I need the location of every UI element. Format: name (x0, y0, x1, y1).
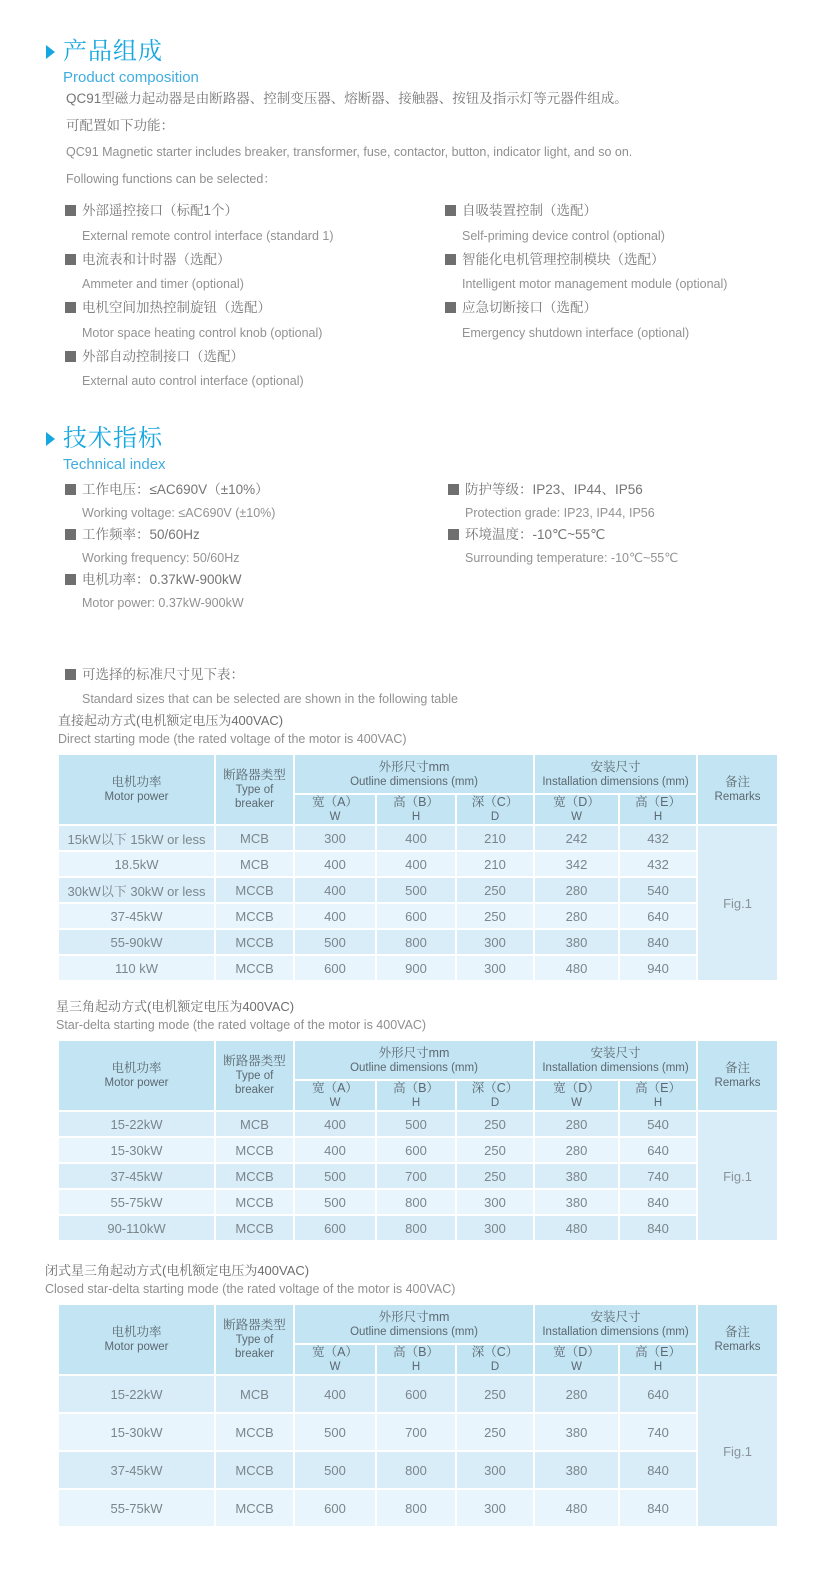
section-arrow-icon (46, 45, 55, 59)
value-cell: MCCB (215, 1215, 294, 1241)
value-cell: 300 (456, 1189, 534, 1215)
section-product-composition-heading (46, 38, 199, 90)
square-bullet-icon (65, 205, 76, 216)
caption-en: Star-delta starting mode (the rated voltage of the motor is 400VAC) (56, 1018, 427, 1032)
tech-zh: 工作频率：50/60Hz (82, 527, 200, 542)
header-width-a: 宽（A） W (294, 1344, 376, 1375)
direct-starting-caption (58, 711, 407, 749)
table-row (58, 851, 778, 877)
header-height-e: 高（E） H (619, 794, 697, 825)
value-cell: 740 (619, 1413, 697, 1451)
header-width-d: 宽（D） W (534, 794, 619, 825)
tech-zh: 工作电压：≤AC690V（±10%） (82, 482, 269, 497)
value-cell: 640 (619, 1375, 697, 1413)
section-title-en: Product composition (63, 69, 199, 86)
feature-en: Self-priming device control (optional) (462, 228, 665, 243)
header-remarks: 备注 Remarks (697, 754, 778, 825)
square-bullet-icon (445, 254, 456, 265)
value-cell: 500 (376, 877, 456, 903)
feature-en: Ammeter and timer (optional) (82, 277, 244, 291)
tech-en: Working voltage: ≤AC690V (±10%) (82, 505, 276, 520)
table-row (58, 1111, 778, 1137)
value-cell: 500 (294, 1451, 376, 1489)
value-cell: 280 (534, 903, 619, 929)
motor-power-cell: 15-22kW (58, 1375, 215, 1413)
table-row (58, 903, 778, 929)
section-title-zh: 技术指标 (63, 425, 163, 452)
value-cell: 800 (376, 1189, 456, 1215)
value-cell: 400 (376, 825, 456, 851)
square-bullet-icon (65, 574, 76, 585)
header-installation-dimensions: 安装尺寸 Installation dimensions (mm) (534, 1040, 697, 1080)
closed-star-delta-table (57, 1303, 779, 1528)
tech-item (448, 479, 678, 524)
star-delta-caption (56, 997, 426, 1035)
square-bullet-icon (65, 484, 76, 495)
value-cell: 210 (456, 825, 534, 851)
value-cell: 800 (376, 929, 456, 955)
value-cell: MCCB (215, 1413, 294, 1451)
motor-power-cell: 37-45kW (58, 903, 215, 929)
feature-item (445, 199, 727, 248)
value-cell: 480 (534, 1215, 619, 1241)
header-height-b: 高（B） H (376, 794, 456, 825)
value-cell: 840 (619, 929, 697, 955)
feature-zh: 电流表和计时器（选配） (82, 251, 231, 267)
motor-power-cell: 55-75kW (58, 1189, 215, 1215)
tech-item (65, 569, 275, 614)
value-cell: 250 (456, 1111, 534, 1137)
tech-en: Protection grade: IP23, IP44, IP56 (465, 505, 655, 520)
table-row (58, 955, 778, 981)
feature-en: External auto control interface (optional) (82, 374, 304, 388)
tech-zh: 电机功率：0.37kW-900kW (82, 572, 242, 587)
square-bullet-icon (445, 302, 456, 313)
square-bullet-icon (65, 529, 76, 540)
square-bullet-icon (65, 254, 76, 265)
value-cell: 600 (376, 1375, 456, 1413)
value-cell: 640 (619, 903, 697, 929)
section-arrow-icon (46, 432, 55, 446)
header-outline-dimensions: 外形尺寸mm Outline dimensions (mm) (294, 1304, 534, 1344)
feature-zh: 外部自动控制接口（选配） (82, 348, 244, 364)
value-cell: 250 (456, 1413, 534, 1451)
header-remarks: 备注 Remarks (697, 1040, 778, 1111)
value-cell: 540 (619, 1111, 697, 1137)
feature-item (65, 296, 334, 345)
motor-power-cell: 37-45kW (58, 1451, 215, 1489)
square-bullet-icon (65, 669, 76, 680)
motor-power-cell: 37-45kW (58, 1163, 215, 1189)
value-cell: 800 (376, 1489, 456, 1527)
table-row (58, 1189, 778, 1215)
table-row (58, 1137, 778, 1163)
table-row (58, 1163, 778, 1189)
header-height-b: 高（B） H (376, 1344, 456, 1375)
value-cell: 300 (456, 1451, 534, 1489)
intro-en-1: QC91 Magnetic starter includes breaker, transformer, fuse, contactor, button, indicator light, and so on. (66, 145, 633, 159)
section-title-zh: 产品组成 (63, 38, 163, 65)
header-installation-dimensions: 安装尺寸 Installation dimensions (mm) (534, 1304, 697, 1344)
value-cell: 500 (376, 1111, 456, 1137)
features-left-column (65, 199, 334, 393)
value-cell: 700 (376, 1163, 456, 1189)
caption-zh: 闭式星三角起动方式(电机额定电压为400VAC) (45, 1263, 310, 1278)
technical-left-column (65, 479, 275, 614)
value-cell: 432 (619, 825, 697, 851)
value-cell: 400 (294, 1375, 376, 1413)
tech-en: Surrounding temperature: -10℃~55℃ (465, 550, 679, 565)
tech-en: Motor power: 0.37kW-900kW (82, 595, 244, 610)
value-cell: 840 (619, 1489, 697, 1527)
value-cell: 400 (294, 1137, 376, 1163)
features-right-column (445, 199, 727, 345)
direct-starting-table (57, 753, 779, 982)
composition-intro (66, 86, 806, 192)
square-bullet-icon (448, 484, 459, 495)
value-cell: 380 (534, 1189, 619, 1215)
value-cell: 250 (456, 1375, 534, 1413)
caption-zh: 直接起动方式(电机额定电压为400VAC) (58, 713, 284, 728)
value-cell: 300 (294, 825, 376, 851)
remark-cell: Fig.1 (697, 825, 778, 981)
tech-item (65, 524, 275, 569)
header-width-d: 宽（D） W (534, 1080, 619, 1111)
table-row (58, 929, 778, 955)
value-cell: 210 (456, 851, 534, 877)
value-cell: MCCB (215, 1489, 294, 1527)
value-cell: 250 (456, 1163, 534, 1189)
value-cell: 280 (534, 877, 619, 903)
value-cell: 280 (534, 1111, 619, 1137)
sizes-note-en: Standard sizes that can be selected are shown in the following table (82, 692, 458, 706)
motor-power-cell: 15-30kW (58, 1137, 215, 1163)
feature-en: External remote control interface (standard 1) (82, 228, 334, 243)
feature-item (65, 345, 334, 394)
value-cell: MCCB (215, 1451, 294, 1489)
value-cell: MCB (215, 1375, 294, 1413)
value-cell: 380 (534, 929, 619, 955)
header-height-e: 高（E） H (619, 1080, 697, 1111)
motor-power-cell: 15-22kW (58, 1111, 215, 1137)
square-bullet-icon (65, 351, 76, 362)
feature-zh: 外部遥控接口（标配1个） (82, 203, 239, 218)
header-motor-power: 电机功率 Motor power (58, 1040, 215, 1111)
value-cell: 600 (376, 1137, 456, 1163)
value-cell: 800 (376, 1215, 456, 1241)
square-bullet-icon (65, 302, 76, 313)
intro-zh-1: QC91型磁力起动器是由断路器、控制变压器、熔断器、接触器、按钮及指示灯等元器件组成。 (66, 91, 628, 106)
header-breaker-type: 断路器类型 Type of breaker (215, 1304, 294, 1375)
tech-en: Working frequency: 50/60Hz (82, 550, 240, 565)
value-cell: 250 (456, 877, 534, 903)
header-installation-dimensions: 安装尺寸 Installation dimensions (mm) (534, 754, 697, 794)
value-cell: MCCB (215, 903, 294, 929)
value-cell: 300 (456, 1215, 534, 1241)
caption-en: Closed star-delta starting mode (the rated voltage of the motor is 400VAC) (45, 1282, 456, 1296)
sizes-note-zh: 可选择的标准尺寸见下表： (82, 667, 244, 682)
header-width-d: 宽（D） W (534, 1344, 619, 1375)
remark-cell: Fig.1 (697, 1111, 778, 1241)
value-cell: 480 (534, 1489, 619, 1527)
tech-item (65, 479, 275, 524)
value-cell: 740 (619, 1163, 697, 1189)
value-cell: MCCB (215, 1163, 294, 1189)
motor-power-cell: 18.5kW (58, 851, 215, 877)
feature-zh: 应急切断接口（选配） (462, 300, 597, 315)
tech-zh: 防护等级：IP23、IP44、IP56 (465, 482, 643, 497)
technical-right-column (448, 479, 678, 569)
intro-zh-2: 可配置如下功能： (66, 117, 174, 133)
header-breaker-type: 断路器类型 Type of breaker (215, 754, 294, 825)
header-depth-c: 深（C） D (456, 1344, 534, 1375)
value-cell: 600 (294, 1489, 376, 1527)
header-width-a: 宽（A） W (294, 794, 376, 825)
value-cell: 840 (619, 1189, 697, 1215)
motor-power-cell: 30kW以下 30kW or less (58, 877, 215, 903)
header-motor-power: 电机功率 Motor power (58, 754, 215, 825)
table-row (58, 825, 778, 851)
value-cell: 600 (294, 955, 376, 981)
feature-item (445, 296, 727, 345)
feature-zh: 自吸装置控制（选配） (462, 203, 597, 218)
header-width-a: 宽（A） W (294, 1080, 376, 1111)
value-cell: 400 (294, 877, 376, 903)
motor-power-cell: 15-30kW (58, 1413, 215, 1451)
motor-power-cell: 15kW以下 15kW or less (58, 825, 215, 851)
value-cell: 250 (456, 1137, 534, 1163)
value-cell: 540 (619, 877, 697, 903)
tech-item (448, 524, 678, 569)
remark-cell: Fig.1 (697, 1375, 778, 1527)
value-cell: 280 (534, 1375, 619, 1413)
value-cell: MCB (215, 1111, 294, 1137)
header-height-e: 高（E） H (619, 1344, 697, 1375)
motor-power-cell: 110 kW (58, 955, 215, 981)
value-cell: 380 (534, 1451, 619, 1489)
intro-en-2: Following functions can be selected： (66, 171, 276, 186)
feature-zh: 智能化电机管理控制模块（选配） (462, 251, 665, 267)
motor-power-cell: 55-90kW (58, 929, 215, 955)
value-cell: 600 (376, 903, 456, 929)
value-cell: 380 (534, 1163, 619, 1189)
header-motor-power: 电机功率 Motor power (58, 1304, 215, 1375)
motor-power-cell: 90-110kW (58, 1215, 215, 1241)
section-technical-index-heading (46, 425, 166, 477)
value-cell: 250 (456, 903, 534, 929)
value-cell: 840 (619, 1451, 697, 1489)
header-breaker-type: 断路器类型 Type of breaker (215, 1040, 294, 1111)
table-row (58, 1451, 778, 1489)
value-cell: MCCB (215, 929, 294, 955)
header-depth-c: 深（C） D (456, 794, 534, 825)
value-cell: MCCB (215, 1189, 294, 1215)
square-bullet-icon (448, 529, 459, 540)
section-title-en: Technical index (63, 456, 166, 473)
value-cell: 300 (456, 929, 534, 955)
value-cell: 700 (376, 1413, 456, 1451)
header-outline-dimensions: 外形尺寸mm Outline dimensions (mm) (294, 1040, 534, 1080)
value-cell: 400 (294, 851, 376, 877)
feature-en: Emergency shutdown interface (optional) (462, 325, 690, 340)
table-row (58, 1413, 778, 1451)
feature-zh: 电机空间加热控制旋钮（选配） (82, 300, 271, 315)
square-bullet-icon (445, 205, 456, 216)
standard-sizes-note (65, 663, 458, 711)
value-cell: 280 (534, 1137, 619, 1163)
caption-zh: 星三角起动方式(电机额定电压为400VAC) (56, 999, 295, 1014)
value-cell: 500 (294, 1189, 376, 1215)
motor-power-cell: 55-75kW (58, 1489, 215, 1527)
value-cell: 342 (534, 851, 619, 877)
closed-star-delta-caption (45, 1261, 455, 1299)
caption-en: Direct starting mode (the rated voltage of the motor is 400VAC) (58, 732, 407, 746)
value-cell: 300 (456, 1489, 534, 1527)
value-cell: 500 (294, 1413, 376, 1451)
header-depth-c: 深（C） D (456, 1080, 534, 1111)
value-cell: 640 (619, 1137, 697, 1163)
table-row (58, 1375, 778, 1413)
feature-item (445, 248, 727, 297)
value-cell: MCCB (215, 955, 294, 981)
feature-item (65, 199, 334, 248)
value-cell: MCCB (215, 1137, 294, 1163)
value-cell: 400 (376, 851, 456, 877)
value-cell: 800 (376, 1451, 456, 1489)
value-cell: 600 (294, 1215, 376, 1241)
value-cell: 400 (294, 1111, 376, 1137)
value-cell: 380 (534, 1413, 619, 1451)
value-cell: MCB (215, 851, 294, 877)
value-cell: 840 (619, 1215, 697, 1241)
value-cell: 432 (619, 851, 697, 877)
feature-en: Intelligent motor management module (optional) (462, 277, 728, 291)
star-delta-table (57, 1039, 779, 1242)
tech-zh: 环境温度：-10℃~55℃ (465, 527, 606, 542)
table-row (58, 877, 778, 903)
value-cell: MCCB (215, 877, 294, 903)
header-height-b: 高（B） H (376, 1080, 456, 1111)
value-cell: 500 (294, 1163, 376, 1189)
value-cell: 480 (534, 955, 619, 981)
feature-en: Motor space heating control knob (optional) (82, 325, 323, 340)
value-cell: 300 (456, 955, 534, 981)
table-row (58, 1215, 778, 1241)
value-cell: 500 (294, 929, 376, 955)
header-remarks: 备注 Remarks (697, 1304, 778, 1375)
value-cell: 900 (376, 955, 456, 981)
feature-item (65, 248, 334, 297)
header-outline-dimensions: 外形尺寸mm Outline dimensions (mm) (294, 754, 534, 794)
value-cell: 242 (534, 825, 619, 851)
value-cell: 400 (294, 903, 376, 929)
value-cell: 940 (619, 955, 697, 981)
table-row (58, 1489, 778, 1527)
value-cell: MCB (215, 825, 294, 851)
